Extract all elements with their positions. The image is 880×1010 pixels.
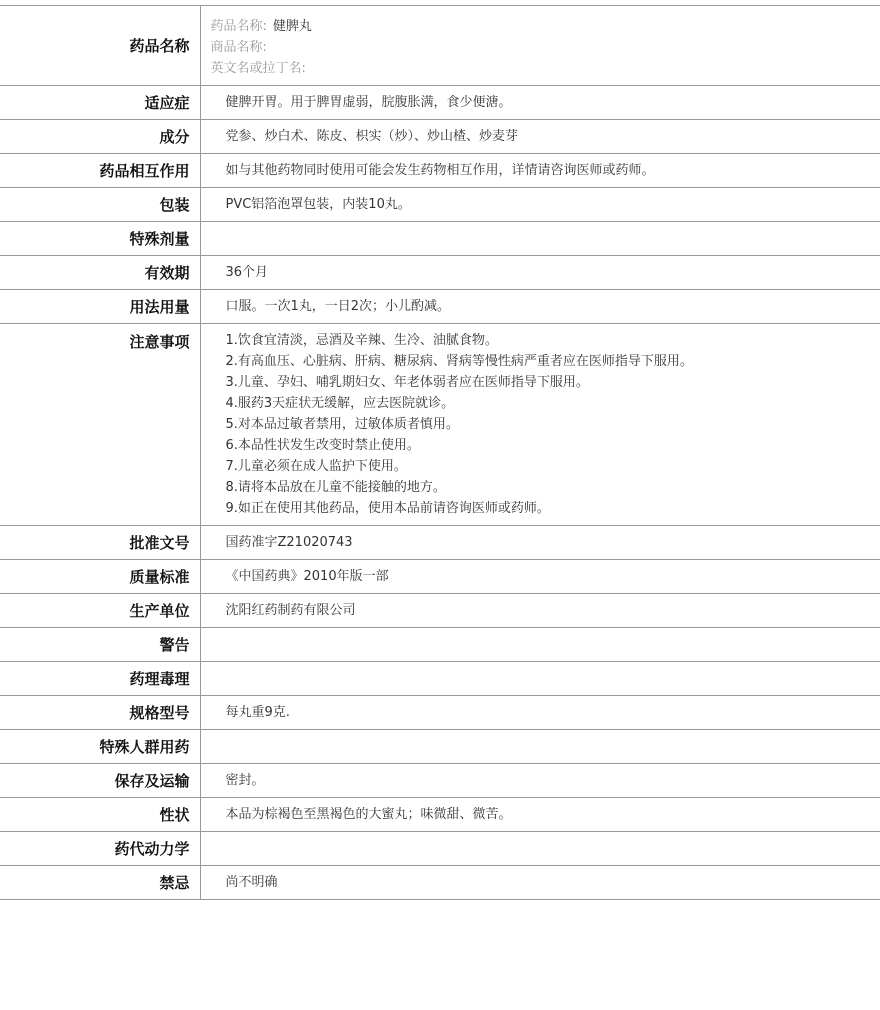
list-item: 1.饮食宜清淡，忌酒及辛辣、生冷、油腻食物。 [225,333,498,348]
row-value: 口服。一次1丸，一日2次；小儿酌减。 [225,298,451,314]
trade-name-key: 商品名称: [210,40,267,55]
row-label: 质量标准 [0,560,200,594]
row-value [200,832,880,866]
row-label: 药代动力学 [0,832,200,866]
row-value: 党参、炒白术、陈皮、枳实（炒）、炒山楂、炒麦芽 [225,128,519,144]
row-specification [0,696,880,730]
row-label: 特殊人群用药 [0,730,200,764]
list-item: 8.请将本品放在儿童不能接触的地方。 [225,480,446,495]
row-label: 规格型号 [0,696,200,730]
list-item: 9.如正在使用其他药品，使用本品前请咨询医师或药师。 [225,501,550,516]
row-contraindications [0,866,880,900]
row-label: 有效期 [0,256,200,290]
row-label: 包装 [0,188,200,222]
drug-spec-table [0,5,880,900]
row-label: 药品名称 [0,6,200,86]
row-label: 适应症 [0,86,200,120]
list-item: 2.有高血压、心脏病、肝病、糖尿病、肾病等慢性病严重者应在医师指导下服用。 [225,354,693,369]
row-pharmacokinetics [0,832,880,866]
row-label: 保存及运输 [0,764,200,798]
row-value: 每丸重9克. [225,704,290,720]
generic-name-line [211,16,871,37]
row-value: 国药准字Z21020743 [225,534,353,550]
list-item: 4.服药3天症状无缓解，应去医院就诊。 [225,396,455,411]
trade-name-line [211,37,871,58]
row-interactions [0,154,880,188]
row-precautions [0,324,880,526]
row-label: 药理毒理 [0,662,200,696]
precautions-list [226,330,871,519]
row-value: PVC铝箔泡罩包装，内装10丸。 [225,196,411,212]
row-value: 36个月 [225,264,269,280]
english-name-line [211,58,871,79]
list-item: 7.儿童必须在成人监护下使用。 [225,459,407,474]
list-item: 6.本品性状发生改变时禁止使用。 [225,438,420,453]
row-appearance [0,798,880,832]
row-label: 特殊剂量 [0,222,200,256]
row-value: 本品为棕褐色至黑褐色的大蜜丸；味微甜、微苦。 [225,806,512,822]
generic-name-key: 药品名称: [210,19,267,34]
row-value [200,6,880,86]
row-value: 沈阳红药制药有限公司 [225,602,356,618]
row-value [200,662,880,696]
list-item: 5.对本品过敏者禁用，过敏体质者慎用。 [225,417,459,432]
row-storage [0,764,880,798]
row-label: 注意事项 [0,324,200,526]
row-packaging [0,188,880,222]
row-value: 尚不明确 [225,874,278,890]
row-label: 生产单位 [0,594,200,628]
row-manufacturer [0,594,880,628]
row-approval-number [0,526,880,560]
row-special-populations [0,730,880,764]
row-label: 警告 [0,628,200,662]
row-value: 健脾开胃。用于脾胃虚弱，脘腹胀满，食少便溏。 [225,94,512,110]
list-item: 3.儿童、孕妇、哺乳期妇女、年老体弱者应在医师指导下服用。 [225,375,589,390]
row-label: 禁忌 [0,866,200,900]
row-usage-dosage [0,290,880,324]
row-value [200,324,880,526]
row-value: 《中国药典》2010年版一部 [225,568,389,584]
row-indications [0,86,880,120]
row-warning [0,628,880,662]
row-pharmacology [0,662,880,696]
row-label: 成分 [0,120,200,154]
row-label: 药品相互作用 [0,154,200,188]
row-shelf-life [0,256,880,290]
english-name-key: 英文名或拉丁名: [210,61,306,76]
row-drug-name [0,6,880,86]
row-value: 如与其他药物同时使用可能会发生药物相互作用，详情请咨询医师或药师。 [225,162,655,178]
row-label: 批准文号 [0,526,200,560]
row-value [200,730,880,764]
row-quality-standard [0,560,880,594]
row-value: 密封。 [225,772,265,788]
row-value [200,628,880,662]
row-label: 用法用量 [0,290,200,324]
generic-name-value: 健脾丸 [272,19,312,34]
row-label: 性状 [0,798,200,832]
row-special-dosage [0,222,880,256]
row-ingredients [0,120,880,154]
row-value [200,222,880,256]
